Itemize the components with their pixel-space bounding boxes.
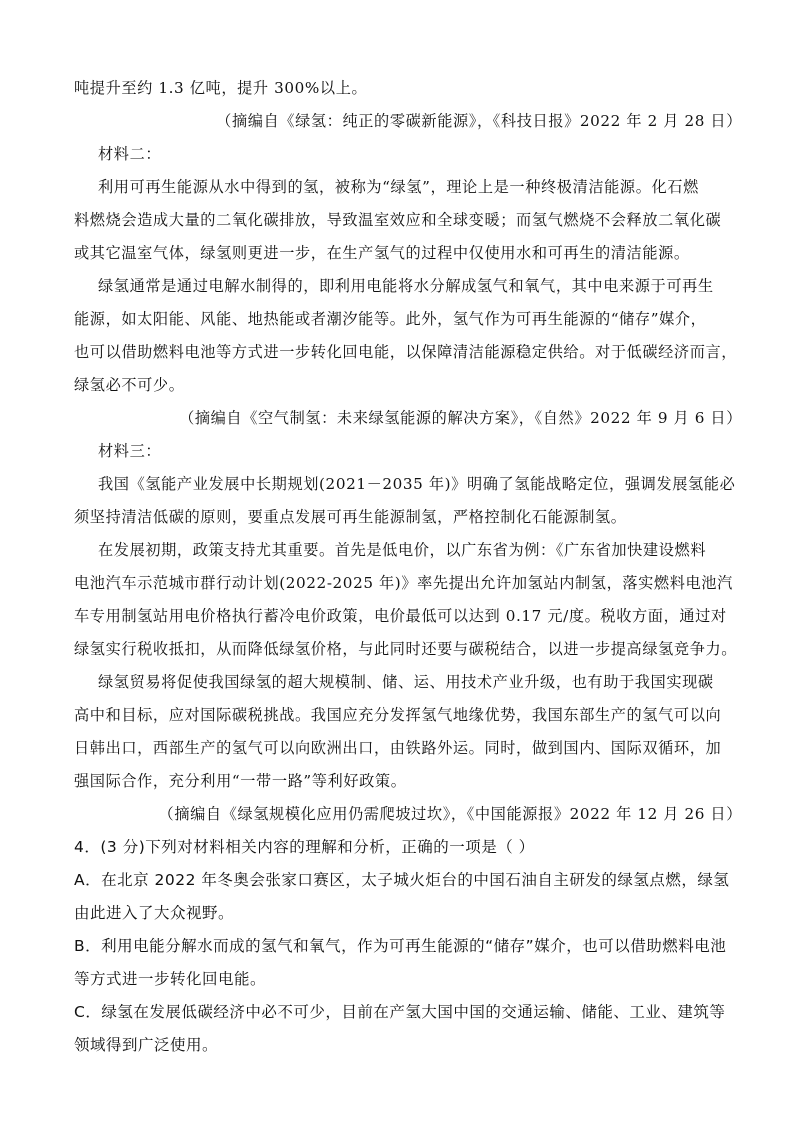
- option-a-line: 由此进入了大众视野。: [74, 904, 235, 922]
- option-b-line: B．利用电能分解水而成的氢气和氧气，作为可再生能源的“储存”媒介，也可以借助燃料电池: [74, 937, 727, 955]
- option-c-line: 领域得到广泛使用。: [74, 1036, 219, 1054]
- passage-line: 在发展初期，政策支持尤其重要。首先是低电价，以广东省为例：《广东省加快建设燃料: [98, 541, 707, 559]
- passage-line: 绿氢必不可少。: [74, 376, 185, 394]
- passage-line: 绿氢通常是通过电解水制得的，即利用电能将水分解成氢气和氧气，其中电来源于可再生: [98, 277, 714, 295]
- option-a-line: A．在北京 2022 年冬奥会张家口赛区，太子城火炬台的中国石油自主研发的绿氢点燃，绿氢: [74, 871, 730, 889]
- passage-line: 须坚持清洁低碳的原则，要重点发展可再生能源制氢，严格控制化石能源制氢。: [74, 508, 627, 526]
- passage-line: 车专用制氢站用电价格执行蓄冷电价政策，电价最低可以达到 0.17 元/度。税收方面，通过对: [74, 607, 727, 625]
- passage-line: 日韩出口，西部生产的氢气可以向欧洲出口，由铁路外运。同时，做到国内、国际双循环，加: [74, 739, 722, 757]
- source-citation: （摘编自《绿氢规模化应用仍需爬坡过坎》，《中国能源报》2022 年 12 月 26 日）: [158, 805, 742, 823]
- passage-line: 我国《氢能产业发展中长期规划(2021－2035 年)》明确了氢能战略定位，强调发展氢能必: [98, 475, 736, 493]
- passage-line: 或其它温室气体，绿氢则更进一步，在生产氢气的过程中仅使用水和可再生的清洁能源。: [74, 244, 690, 262]
- passage-line: 利用可再生能源从水中得到的氢，被称为“绿氢”，理论上是一种终极清洁能源。化石燃: [98, 178, 699, 196]
- passage-line: 电池汽车示范城市群行动计划(2022-2025 年)》率先提出允许加氢站内制氢，落实燃料电池汽: [74, 574, 733, 592]
- question-stem: 4．(3 分)下列对材料相关内容的理解和分析，正确的一项是（ ）: [74, 838, 535, 856]
- section-heading: 材料二：: [98, 145, 162, 163]
- passage-line: 高中和目标，应对国际碳税挑战。我国应充分发挥氢气地缘优势，我国东部生产的氢气可以向: [74, 706, 722, 724]
- passage-line: 也可以借助燃料电池等方式进一步转化回电能，以保障清洁能源稳定供给。对于低碳经济而言，: [74, 343, 738, 361]
- section-heading: 材料三：: [98, 442, 162, 460]
- passage-line: 吨提升至约 1.3 亿吨，提升 300%以上。: [74, 79, 368, 97]
- passage-line: 绿氢实行税收抵扣，从而降低绿氢价格，与此同时还要与碳税结合，以进一步提高绿氢竞争力。: [74, 640, 738, 658]
- passage-line: 强国际合作，充分利用“一带一路”等利好政策。: [74, 772, 407, 790]
- option-b-line: 等方式进一步转化回电能。: [74, 970, 267, 988]
- passage-line: 料燃烧会造成大量的二氧化碳排放，导致温室效应和全球变暖；而氢气燃烧不会释放二氧化碳: [74, 211, 722, 229]
- option-c-line: C．绿氢在发展低碳经济中必不可少，目前在产氢大国中国的交通运输、储能、工业、建筑等: [74, 1003, 726, 1021]
- passage-line: 绿氢贸易将促使我国绿氢的超大规模制、储、运、用技术产业升级，也有助于我国实现碳: [98, 673, 714, 691]
- passage-line: 能源，如太阳能、风能、地热能或者潮汐能等。此外，氢气作为可再生能源的“储存”媒介，: [74, 310, 707, 328]
- source-citation: （摘编自《绿氢：纯正的零碳新能源》，《科技日报》2022 年 2 月 28 日）: [216, 112, 742, 130]
- source-citation: （摘编自《空气制氢：未来绿氢能源的解决方案》，《自然》2022 年 9 月 6 日）: [179, 409, 742, 427]
